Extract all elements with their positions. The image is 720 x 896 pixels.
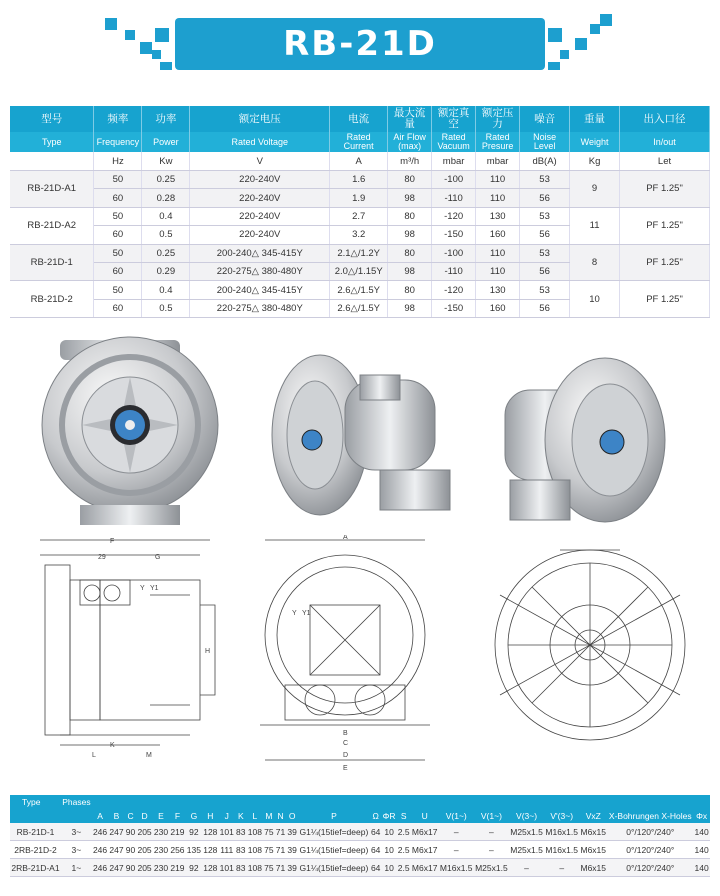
header-en-cell: Power (142, 132, 190, 152)
decor-square (125, 30, 135, 40)
dim-cell: M6x15 (579, 841, 607, 859)
dim-cell: 75 (263, 823, 275, 841)
dim-cell: 205 (136, 823, 152, 841)
dim-cell: M25x1.5 (509, 823, 544, 841)
spec-cell: 220-240V (190, 189, 330, 207)
dim-cell: G1¼(15tief=deep) (298, 859, 370, 877)
dim-header-cell: E (153, 809, 169, 823)
dim-cell: 3~ (61, 823, 92, 841)
svg-text:E: E (343, 765, 348, 772)
spec-cell: -150 (432, 226, 476, 244)
spec-cell: 80 (388, 207, 432, 225)
decor-square (140, 42, 152, 54)
spec-cell: 60 (94, 262, 142, 280)
model-type-cell: RB-21D-A2 (10, 207, 94, 244)
dim-header-cell: A (92, 809, 108, 823)
spec-cell: 0.25 (142, 171, 190, 189)
svg-text:G: G (155, 554, 161, 561)
inout-cell: PF 1.25" (620, 207, 710, 244)
spec-cell: 220-275△ 380-480Y (190, 299, 330, 317)
dim-cell: G1¼(15tief=deep) (298, 823, 370, 841)
spec-cell: 98 (388, 262, 432, 280)
spec-cell: -120 (432, 207, 476, 225)
table-row (10, 823, 710, 841)
dim-cell: 230 (153, 823, 169, 841)
unit-cell: V (190, 152, 330, 171)
weight-cell: 11 (570, 207, 620, 244)
header-en-cell: Type (10, 132, 94, 152)
spec-cell: 56 (520, 189, 570, 207)
header-en-cell: Noise Level (520, 132, 570, 152)
table-row (10, 841, 710, 859)
spec-cell: 2.0△/1.15Y (330, 262, 388, 280)
spec-cell: 200-240△ 345-415Y (190, 281, 330, 299)
dim-header-cell: ΦR (382, 811, 396, 821)
spec-cell: -150 (432, 299, 476, 317)
svg-text:Y1: Y1 (302, 610, 311, 617)
header-cn-cell: 额定电压 (190, 106, 330, 132)
dim-cell: M16x1.5 (544, 841, 579, 859)
unit-cell (10, 152, 94, 171)
dim-header-cell: V(1~) (474, 809, 509, 823)
svg-text:B: B (343, 730, 348, 737)
svg-text:Y: Y (140, 585, 145, 592)
spec-cell: 160 (476, 299, 520, 317)
dim-cell: 10 (382, 823, 397, 841)
weight-cell: 10 (570, 281, 620, 318)
inout-cell: PF 1.25" (620, 171, 710, 208)
spec-cell: 50 (94, 207, 142, 225)
svg-text:C: C (343, 740, 349, 747)
unit-cell: Kw (142, 152, 190, 171)
dim-header-cell: M (263, 809, 275, 823)
unit-cell: Hz (94, 152, 142, 171)
spec-cell: 0.28 (142, 189, 190, 207)
unit-cell: mbar (476, 152, 520, 171)
dim-cell: 140 (693, 841, 710, 859)
spec-cell: 60 (94, 299, 142, 317)
dim-type-header: Type (10, 795, 61, 809)
spec-cell: 220-240V (190, 226, 330, 244)
product-photos (0, 330, 720, 530)
header-en-cell: Rated Voltage (190, 132, 330, 152)
dim-cell: – (439, 823, 474, 841)
dim-cell: 39 (286, 841, 298, 859)
unit-cell: mbar (432, 152, 476, 171)
spec-cell: 98 (388, 226, 432, 244)
dim-header-cell: Φx (693, 809, 710, 823)
header-cn-cell: 频率 (94, 106, 142, 132)
dim-cell: 108 (247, 823, 263, 841)
dim-header-cell: K (235, 809, 247, 823)
dim-cell: 219 (169, 823, 185, 841)
header-en-cell: Rated Current (330, 132, 388, 152)
dim-header-cell: V'(3~) (544, 809, 579, 823)
dim-header-cell: G (186, 809, 202, 823)
header-cn-cell: 型号 (10, 106, 94, 132)
spec-cell: 2.7 (330, 207, 388, 225)
dim-cell: G1¼(15tief=deep) (298, 841, 370, 859)
dim-cell: – (474, 841, 509, 859)
dim-cell: 2.5 (397, 841, 411, 859)
dim-cell: 140 (693, 823, 710, 841)
dim-cell: 205 (136, 859, 152, 877)
unit-cell: Kg (570, 152, 620, 171)
model-type-cell: RB-21D-1 (10, 244, 94, 281)
header-cn-cell: 噪音 (520, 106, 570, 132)
dimension-table (10, 795, 710, 877)
dim-cell: 75 (263, 841, 275, 859)
header-en-cell: Frequency (94, 132, 142, 152)
header-cn-cell: 最大流量 (388, 106, 432, 132)
spec-cell: 53 (520, 171, 570, 189)
dim-header-cell: H (202, 809, 218, 823)
dim-cell: 230 (153, 859, 169, 877)
spec-cell: 2.1△/1.2Y (330, 244, 388, 262)
table-row (10, 859, 710, 877)
dim-cell: RB-21D-1 (10, 823, 61, 841)
dim-cell: 2.5 (397, 859, 411, 877)
dim-cell: 10 (382, 859, 397, 877)
spec-cell: 110 (476, 189, 520, 207)
dim-header-row (10, 809, 710, 823)
dim-cell: M6x17 (411, 823, 439, 841)
dim-cell: 39 (286, 859, 298, 877)
front-drawing (260, 535, 430, 772)
dim-header-cell: VxZ (579, 809, 607, 823)
table-row (10, 207, 710, 225)
spec-cell: 80 (388, 281, 432, 299)
decor-square (560, 50, 569, 59)
model-type-cell: RB-21D-2 (10, 281, 94, 318)
dim-header-cell: F (169, 809, 185, 823)
side-drawing (40, 538, 215, 759)
dim-cell: M25x1.5 (509, 841, 544, 859)
spec-cell: 0.5 (142, 226, 190, 244)
dim-header-cell: J (219, 809, 235, 823)
dim-cell: 1~ (61, 859, 92, 877)
header-cn-cell: 功率 (142, 106, 190, 132)
blower-back-photo (505, 358, 665, 522)
dim-cell: – (474, 823, 509, 841)
header-cn-cell: 额定压力 (476, 106, 520, 132)
dim-cell: 101 (219, 823, 235, 841)
dim-cell: 246 (92, 859, 108, 877)
weight-cell: 8 (570, 244, 620, 281)
page-title: RB-21D (175, 18, 545, 70)
dim-cell: 101 (219, 859, 235, 877)
decor-square (548, 62, 560, 70)
blower-iso-photo (272, 355, 450, 515)
svg-text:D: D (343, 752, 349, 759)
dim-cell: 2.5 (397, 823, 411, 841)
decor-square (590, 24, 600, 34)
table-row (10, 244, 710, 262)
spec-cell: 53 (520, 281, 570, 299)
dim-cell: 219 (169, 859, 185, 877)
spec-cell: 2.6△/1.5Y (330, 299, 388, 317)
decor-square (160, 62, 172, 70)
dim-cell: 2RB-21D-A1 (10, 859, 61, 877)
decor-square (600, 14, 612, 26)
dim-cell: 230 (153, 841, 169, 859)
dim-cell: 3~ (61, 841, 92, 859)
dim-cell: – (509, 859, 544, 877)
table-row (10, 171, 710, 189)
dim-cell: 111 (219, 841, 235, 859)
dim-cell: 71 (275, 823, 287, 841)
unit-cell: A (330, 152, 388, 171)
spec-cell: 53 (520, 207, 570, 225)
dim-cell: 83 (235, 859, 247, 877)
header-cn-cell: 电流 (330, 106, 388, 132)
svg-text:A: A (343, 535, 348, 541)
dim-cell: 71 (275, 859, 287, 877)
spec-cell: 53 (520, 244, 570, 262)
svg-text:K: K (110, 742, 115, 749)
units-row (10, 152, 710, 171)
decor-square (575, 38, 587, 50)
spec-cell: -110 (432, 262, 476, 280)
dim-header-cell: D (136, 809, 152, 823)
spec-cell: 98 (388, 189, 432, 207)
spec-cell: 60 (94, 189, 142, 207)
weight-cell: 9 (570, 171, 620, 208)
unit-cell: m³/h (388, 152, 432, 171)
table-row (10, 281, 710, 299)
unit-cell: Let (620, 152, 710, 171)
dim-header-cell: O (286, 809, 298, 823)
spec-cell: 50 (94, 244, 142, 262)
dim-cell: 256 (169, 841, 185, 859)
dim-cell: 0°/120°/240° (607, 841, 693, 859)
dim-header-cell (61, 809, 92, 823)
dim-cell: M6x17 (411, 841, 439, 859)
impeller-drawing (495, 550, 685, 740)
dim-cell: 246 (92, 823, 108, 841)
spec-cell: 0.5 (142, 299, 190, 317)
spec-cell: 110 (476, 262, 520, 280)
dim-cell: 108 (247, 859, 263, 877)
header-row-en (10, 132, 710, 152)
svg-text:H: H (205, 648, 211, 655)
spec-cell: 56 (520, 299, 570, 317)
dim-cell: – (544, 859, 579, 877)
spec-cell: 220-240V (190, 171, 330, 189)
dim-cell: 247 (108, 859, 124, 877)
spec-cell: 0.29 (142, 262, 190, 280)
dim-cell: M6x17 (411, 859, 439, 877)
header-en-cell: Air Flow (max) (388, 132, 432, 152)
dim-cell: M16x1.5 (439, 859, 474, 877)
spec-cell: -100 (432, 171, 476, 189)
svg-text:Y1: Y1 (150, 585, 159, 592)
unit-cell: dB(A) (520, 152, 570, 171)
svg-text:M: M (146, 752, 152, 759)
dim-cell: 128 (202, 841, 218, 859)
inout-cell: PF 1.25" (620, 281, 710, 318)
spec-cell: 80 (388, 244, 432, 262)
spec-cell: 220-240V (190, 207, 330, 225)
blower-front-photo (42, 337, 218, 525)
dim-cell: – (439, 841, 474, 859)
spec-cell: 200-240△ 345-415Y (190, 244, 330, 262)
dim-phases-header: Phases (62, 797, 91, 807)
spec-cell: 220-275△ 380-480Y (190, 262, 330, 280)
dim-cell: 128 (202, 823, 218, 841)
dim-cell: 92 (186, 823, 202, 841)
dim-cell: 92 (186, 859, 202, 877)
dim-cell: 64 (370, 841, 382, 859)
inout-cell: PF 1.25" (620, 244, 710, 281)
spec-cell: 50 (94, 281, 142, 299)
dim-cell: 90 (125, 859, 137, 877)
spec-cell: 56 (520, 262, 570, 280)
header-cn-cell: 重量 (570, 106, 620, 132)
dim-cell: 71 (275, 841, 287, 859)
dim-cell: 83 (235, 823, 247, 841)
dim-cell: M16x1.5 (544, 823, 579, 841)
svg-text:Y: Y (292, 610, 297, 617)
spec-cell: 0.4 (142, 207, 190, 225)
dim-cell: 64 (370, 823, 382, 841)
decor-square (105, 18, 117, 30)
svg-text:29: 29 (98, 554, 106, 561)
spec-cell: 98 (388, 299, 432, 317)
dim-cell: 0°/120°/240° (607, 823, 693, 841)
dim-cell: M25x1.5 (474, 859, 509, 877)
svg-text:F: F (110, 538, 115, 545)
spec-cell: 80 (388, 171, 432, 189)
spec-cell: 110 (476, 171, 520, 189)
spec-cell: 3.2 (330, 226, 388, 244)
spec-cell: 56 (520, 226, 570, 244)
spec-cell: -110 (432, 189, 476, 207)
dim-header-cell: L (247, 809, 263, 823)
model-type-cell: RB-21D-A1 (10, 171, 94, 208)
dim-cell: 2RB-21D-2 (10, 841, 61, 859)
dim-header-cell: V(3~) (509, 809, 544, 823)
decor-square (548, 28, 562, 42)
dim-cell: 83 (235, 841, 247, 859)
header-cn-cell: 出入口径 (620, 106, 710, 132)
decor-square (152, 50, 161, 59)
dim-header-cell: Ω (370, 809, 382, 823)
dim-cell: 10 (382, 841, 397, 859)
spec-cell: 0.25 (142, 244, 190, 262)
spec-cell: 60 (94, 226, 142, 244)
spec-cell: 110 (476, 244, 520, 262)
dim-cell: 108 (247, 841, 263, 859)
dim-cell: 135 (186, 841, 202, 859)
spec-cell: 2.6△/1.5Y (330, 281, 388, 299)
spec-cell: 160 (476, 226, 520, 244)
header-row-cn (10, 106, 710, 132)
dim-cell: 0°/120°/240° (607, 859, 693, 877)
dim-header-cell: B (108, 809, 124, 823)
svg-text:L: L (92, 752, 96, 759)
dim-cell: 90 (125, 823, 137, 841)
dim-header-cell: P (298, 809, 370, 823)
dim-cell: M6x15 (579, 823, 607, 841)
decor-square (155, 28, 169, 42)
dim-header-cell: N (275, 809, 287, 823)
spec-cell: 0.4 (142, 281, 190, 299)
dim-cell: 247 (108, 841, 124, 859)
dim-cell: 246 (92, 841, 108, 859)
dim-cell: 140 (693, 859, 710, 877)
header-cn-cell: 额定真空 (432, 106, 476, 132)
dim-header-cell: X-Bohrungen X-Holes (608, 811, 692, 821)
spec-cell: 130 (476, 281, 520, 299)
spec-cell: 130 (476, 207, 520, 225)
dim-header-cell (10, 809, 61, 823)
spec-cell: 50 (94, 171, 142, 189)
dim-cell: 64 (370, 859, 382, 877)
dim-cell: 247 (108, 823, 124, 841)
dim-cell: M6x15 (579, 859, 607, 877)
header-en-cell: Weight (570, 132, 620, 152)
dim-cell: 90 (125, 841, 137, 859)
dim-cell: 75 (263, 859, 275, 877)
spec-cell: 1.6 (330, 171, 388, 189)
header-en-cell: Rated Presure (476, 132, 520, 152)
spec-table (10, 106, 710, 318)
dim-cell: 128 (202, 859, 218, 877)
title-banner (0, 0, 720, 75)
spec-cell: 1.9 (330, 189, 388, 207)
dim-header-cell: C (125, 809, 137, 823)
dim-header-cell: S (397, 809, 411, 823)
technical-drawings (0, 535, 720, 785)
spec-cell: -100 (432, 244, 476, 262)
header-en-cell: Rated Vacuum (432, 132, 476, 152)
spec-cell: -120 (432, 281, 476, 299)
dim-header-cell: U (411, 809, 439, 823)
dim-cell: 205 (136, 841, 152, 859)
header-en-cell: In/out (620, 132, 710, 152)
dim-cell: 39 (286, 823, 298, 841)
dim-header-cell: V(1~) (439, 809, 474, 823)
